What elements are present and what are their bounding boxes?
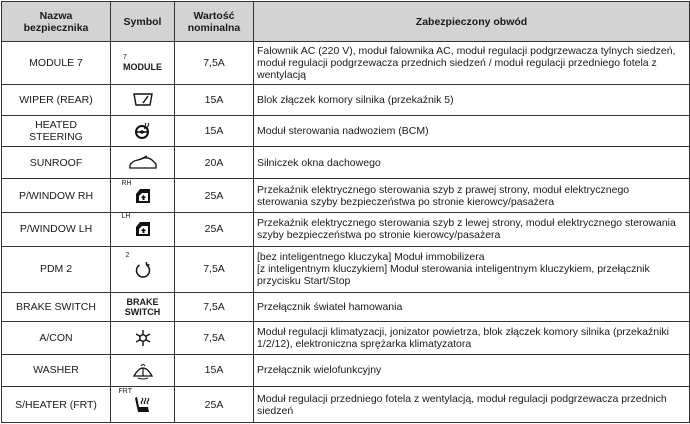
fuse-name: [2, 354, 111, 386]
circuit-line: [z inteligentnym kluczykiem] Moduł sterowania inteligentnym kluczykiem, przełącznik: [257, 263, 650, 276]
fuse-rating: 15A: [175, 115, 254, 146]
table-row: [2, 146, 690, 178]
circuit-line: Blok złączek komory silnika (przekaźnik 5): [257, 93, 454, 106]
protected-circuit: [254, 387, 690, 423]
table-body: [2, 42, 690, 423]
fuse-symbol: [111, 322, 175, 354]
table-header: [2, 2, 690, 42]
circuit-line: Moduł regulacji klimatyzacji, jonizator powietrza, blok złączek komory silnika (przekaźniki: [257, 326, 669, 338]
circuit-line: siedzeń: [257, 404, 294, 417]
header-rating-line1: Wartość: [193, 9, 235, 22]
circuit-line: przycisku Start/Stop: [257, 275, 351, 288]
fuse-symbol: [111, 42, 175, 85]
table-row: [2, 115, 690, 146]
circuit-line: moduł regulacji podgrzewacza przednich siedzeń / moduł regulacji przedniego fotela z: [257, 57, 657, 70]
washer-icon: [132, 359, 154, 381]
circuit-line: Moduł regulacji przedniego fotela z wentylacją, moduł regulacji podgrzewacza przednich: [257, 392, 667, 405]
protected-circuit: [254, 322, 690, 354]
table-row: [2, 179, 690, 213]
fuse-rating: 7,5A: [175, 42, 254, 85]
fuse-name-text: P/WINDOW RH: [18, 189, 94, 202]
symbol-superscript: 7: [123, 54, 127, 62]
fuse-name: [2, 246, 111, 293]
fuse-name: [2, 387, 111, 423]
fuse-name-text: S/HEATER (FRT): [15, 398, 97, 411]
header-fuse-name: [2, 2, 111, 42]
protected-circuit: [254, 246, 690, 293]
symbol-text: BRAKE: [126, 297, 159, 308]
table-row: [2, 322, 690, 354]
fuse-name: [2, 322, 111, 354]
fuse-rating: 7,5A: [175, 293, 254, 322]
table-row: [2, 246, 690, 293]
header-row: [2, 2, 690, 42]
fuse-rating: 7,5A: [175, 322, 254, 354]
fuse-name-text: BRAKE SWITCH: [16, 301, 96, 314]
heated-steering-icon: [134, 120, 152, 142]
fuse-name: [2, 115, 111, 146]
circuit-line: szyby bezpieczeństwa po stronie kierowcy/pasażera: [257, 229, 501, 242]
fuse-symbol: [111, 115, 175, 146]
fuse-rating: 20A: [175, 146, 254, 178]
fuse-rating: 25A: [175, 179, 254, 213]
protected-circuit: [254, 85, 690, 115]
protected-circuit: [254, 212, 690, 246]
table-row: [2, 85, 690, 115]
power-window-icon: [121, 179, 152, 207]
fuse-name-text: HEATED: [35, 118, 77, 131]
fuse-symbol: [111, 85, 175, 115]
fuse-rating: 15A: [175, 85, 254, 115]
fuse-rating: 7,5A: [175, 246, 254, 293]
fuse-symbol: [111, 212, 175, 246]
fuse-name: [2, 42, 111, 85]
brake-switch-text-icon: [125, 297, 161, 317]
module-text-icon: [123, 54, 162, 72]
fuse-name: [2, 293, 111, 322]
protected-circuit: [254, 354, 690, 386]
header-fuse-name-line1: Nazwa: [39, 9, 73, 22]
table-row: [2, 212, 690, 246]
protected-circuit: [254, 179, 690, 213]
fuse-symbol: [111, 293, 175, 322]
circuit-line: [bez inteligentnego kluczyka] Moduł immobilizera: [257, 251, 485, 264]
table-row: [2, 42, 690, 85]
circuit-line: Przekaźnik elektrycznego sterowania szyb z lewej strony, moduł elektrycznego sterowania: [257, 217, 676, 230]
fuse-name: [2, 85, 111, 115]
pdm-power-icon: [125, 252, 152, 280]
fuse-symbol: [111, 146, 175, 178]
header-symbol: Symbol: [111, 2, 175, 42]
circuit-line: Przełącznik wielofunkcyjny: [257, 364, 382, 377]
rear-wiper-icon: [132, 89, 154, 111]
symbol-text: SWITCH: [124, 307, 161, 318]
fuse-rating: 25A: [175, 212, 254, 246]
fuse-symbol: [111, 387, 175, 423]
header-protected-circuit: Zabezpieczony obwód: [254, 2, 690, 42]
circuit-line: 1/2/12), elektroniczna sprężarka klimatyzatora: [257, 338, 472, 350]
symbol-text: MODULE: [123, 62, 162, 73]
header-rating-line2: nominalna: [187, 21, 241, 34]
fuse-name-text: P/WINDOW LH: [19, 223, 93, 236]
fuse-name-text: MODULE 7: [29, 57, 83, 70]
table-row: [2, 293, 690, 322]
fuse-name-text: SUNROOF: [29, 156, 83, 169]
protected-circuit: [254, 115, 690, 146]
circuit-line: Moduł sterowania nadwoziem (BCM): [257, 124, 429, 137]
fuse-table: [1, 1, 690, 423]
fuse-name-text: PDM 2: [39, 263, 73, 276]
fuse-name: [2, 179, 111, 213]
fuse-name: [2, 212, 111, 246]
fuse-symbol: [111, 246, 175, 293]
header-rating: [175, 2, 254, 42]
table-row: [2, 387, 690, 423]
seat-heater-icon: [118, 387, 153, 416]
fuse-symbol: [111, 354, 175, 386]
circuit-line: Falownik AC (220 V), moduł falownika AC, moduł regulacji podgrzewacza tylnych siedzeń,: [257, 45, 676, 58]
circuit-line: wentylacją: [257, 69, 307, 82]
fuse-name-text: A/CON: [39, 332, 73, 344]
protected-circuit: [254, 293, 690, 322]
circuit-line: Przełącznik świateł hamowania: [257, 301, 403, 314]
fuse-name-text: WIPER (REAR): [19, 93, 93, 106]
fuse-name: [2, 146, 111, 178]
fuse-rating: 15A: [175, 354, 254, 386]
circuit-line: Przekaźnik elektrycznego sterowania szyb z prawej strony, moduł elektrycznego: [257, 183, 630, 196]
circuit-line: sterowania szyby bezpieczeństwa po stronie kierowcy/pasażera: [257, 195, 555, 208]
sunroof-icon: [128, 152, 158, 174]
circuit-line: Silniczek okna dachowego: [257, 156, 381, 169]
fuse-name-text: STEERING: [29, 130, 83, 143]
fuse-symbol: [111, 179, 175, 213]
symbol-superscript: LH: [121, 213, 131, 221]
symbol-superscript: RH: [121, 179, 132, 187]
symbol-superscript: FRT: [118, 387, 132, 395]
table-row: [2, 354, 690, 386]
protected-circuit: [254, 42, 690, 85]
fuse-rating: 25A: [175, 387, 254, 423]
protected-circuit: [254, 146, 690, 178]
air-conditioning-icon: [134, 327, 152, 349]
fuse-name-text: WASHER: [33, 364, 79, 377]
symbol-superscript: 2: [125, 252, 130, 260]
header-fuse-name-line2: bezpiecznika: [23, 21, 89, 34]
power-window-icon: [121, 213, 152, 240]
